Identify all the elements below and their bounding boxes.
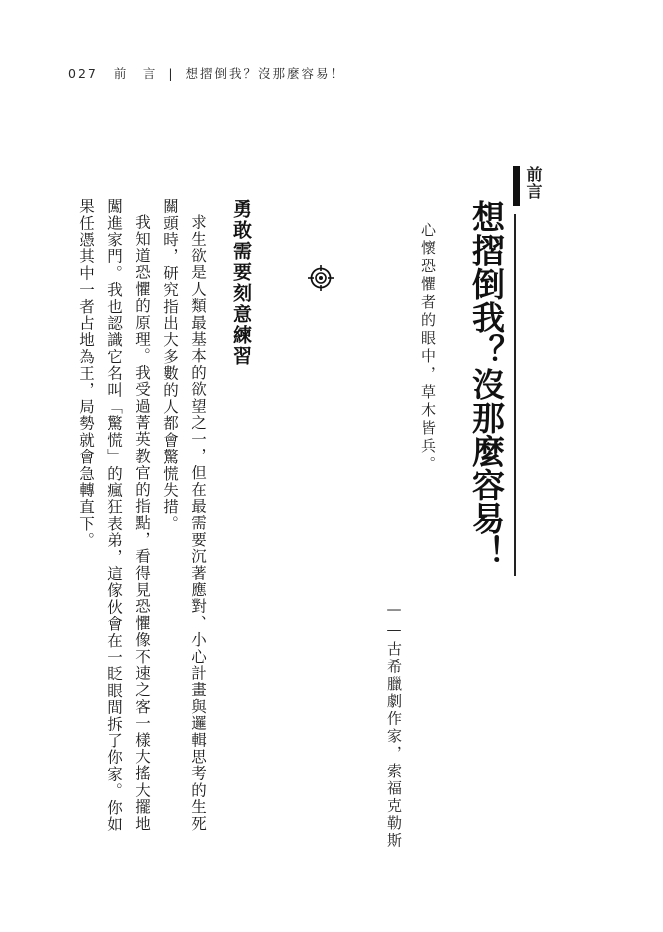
section-heading: 勇敢需要刻意練習	[230, 199, 252, 367]
target-icon	[308, 265, 334, 291]
header-separator: |	[168, 66, 175, 81]
paragraph: 求生欲是人類最基本的欲望之一，但在最需要沉著應對、小心計畫與邏輯思考的生死關頭時，研究指出大多數的人都會驚慌失措。	[161, 198, 207, 832]
header-title: 想摺倒我？沒那麼容易！	[185, 66, 346, 81]
running-header	[68, 64, 345, 82]
chapter-title: 想摺倒我？沒那麼容易！	[467, 200, 506, 569]
body-text	[66, 198, 212, 848]
epigraph-attribution: ——古希臘劇作家，索福克勒斯	[385, 600, 403, 850]
paragraph: 我知道恐懼的原理。我受過菁英教官的指點，看得見恐懼像不速之客一樣大搖大擺地闖進家門。我也認識它名叫「驚慌」的瘋狂表弟，這傢伙會在一眨眼間拆了你家。你如果任憑其中一者占地為王，局勢就會急轉直下。	[77, 198, 151, 833]
chapter-marker-bar	[513, 166, 520, 206]
epigraph-quote: 心懷恐懼者的眼中，草木皆兵。	[419, 222, 437, 474]
page-number: 027	[68, 66, 98, 81]
chapter-label: 前言	[524, 166, 543, 200]
title-rule	[514, 214, 516, 576]
header-section: 前 言	[113, 66, 158, 81]
